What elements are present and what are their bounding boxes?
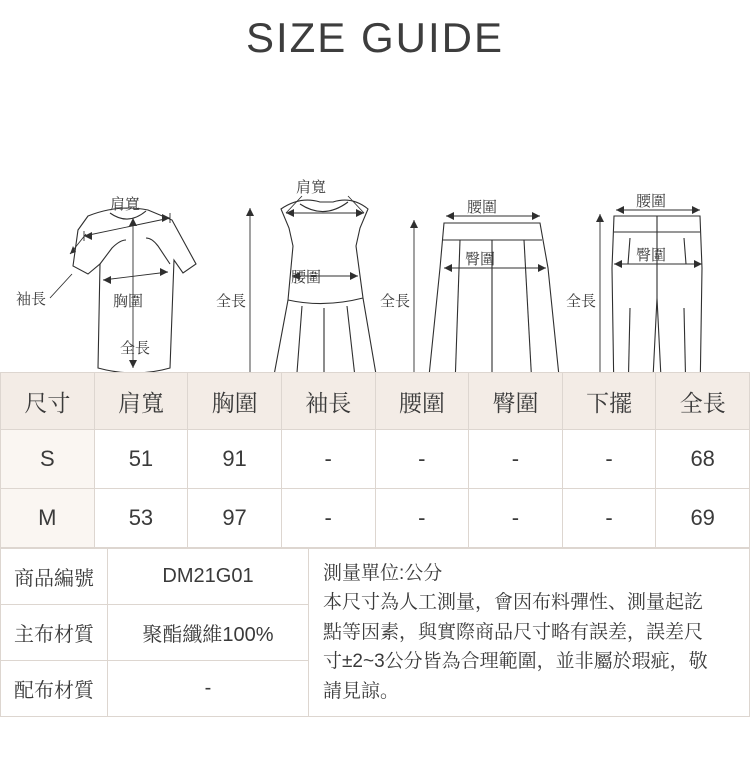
info-value: DM21G01 bbox=[108, 549, 309, 605]
size-header-cell: 尺寸 bbox=[1, 373, 95, 430]
size-header-cell: 下擺 bbox=[562, 373, 656, 430]
tables-section bbox=[0, 372, 750, 717]
label-bust-top: 胸圍 bbox=[113, 293, 144, 310]
info-value: 聚酯纖維100% bbox=[108, 605, 309, 661]
label-length-dress: 全長 bbox=[216, 293, 247, 310]
label-waist-skirt: 腰圍 bbox=[467, 199, 498, 216]
size-table-header-row bbox=[1, 373, 750, 430]
diagram-skirt bbox=[380, 199, 560, 393]
measure-shoulder-top bbox=[84, 213, 170, 241]
size-table bbox=[0, 372, 750, 548]
size-cell: 91 bbox=[188, 430, 282, 489]
page-title: SIZE GUIDE bbox=[245, 14, 505, 61]
diagram-dress bbox=[216, 179, 378, 392]
size-cell: 69 bbox=[656, 489, 750, 548]
table-row bbox=[1, 489, 750, 548]
label-length-top: 全長 bbox=[120, 340, 151, 357]
label-length-skirt: 全長 bbox=[380, 293, 411, 310]
note-line: 本尺寸為人工測量，會因布料彈性、測量起訖 bbox=[323, 592, 704, 614]
label-sleeve-top: 袖長 bbox=[16, 291, 47, 308]
size-header-cell: 袖長 bbox=[281, 373, 375, 430]
note-line: 寸±2~3公分皆為合理範圍，並非屬於瑕疵，敬 bbox=[323, 651, 708, 673]
measure-sleeve-top bbox=[70, 234, 86, 254]
label-shoulder-top: 肩寬 bbox=[110, 196, 141, 213]
table-row bbox=[1, 430, 750, 489]
measure-length-skirt bbox=[410, 220, 418, 390]
product-info-table bbox=[0, 548, 750, 717]
info-label: 主布材質 bbox=[1, 605, 108, 661]
size-cell: - bbox=[375, 430, 469, 489]
size-cell: S bbox=[1, 430, 95, 489]
label-length-pants: 全長 bbox=[566, 293, 597, 310]
size-cell: - bbox=[562, 489, 656, 548]
size-cell: 68 bbox=[656, 430, 750, 489]
size-header-cell: 肩寬 bbox=[94, 373, 188, 430]
label-waist-pants: 腰圍 bbox=[636, 193, 667, 210]
diagram-pants bbox=[566, 193, 702, 400]
size-cell: 97 bbox=[188, 489, 282, 548]
size-cell: M bbox=[1, 489, 95, 548]
note-line: 點等因素，與實際商品尺寸略有誤差，誤差尺 bbox=[323, 621, 704, 643]
size-cell: - bbox=[562, 430, 656, 489]
info-label: 商品編號 bbox=[1, 549, 108, 605]
size-cell: 53 bbox=[94, 489, 188, 548]
info-label: 配布材質 bbox=[1, 661, 108, 717]
size-cell: - bbox=[281, 430, 375, 489]
size-cell: - bbox=[281, 489, 375, 548]
size-cell: - bbox=[469, 489, 563, 548]
size-cell: - bbox=[375, 489, 469, 548]
size-header-cell: 胸圍 bbox=[188, 373, 282, 430]
size-cell: - bbox=[469, 430, 563, 489]
note-line: 測量單位:公分 bbox=[323, 563, 443, 584]
measure-length-dress bbox=[246, 208, 254, 390]
size-header-cell: 臀圍 bbox=[469, 373, 563, 430]
measure-bust-top bbox=[103, 268, 168, 284]
label-waist-dress: 腰圍 bbox=[291, 269, 322, 286]
measure-shoulder-dress bbox=[286, 196, 364, 217]
label-hip-skirt: 臀圍 bbox=[465, 251, 496, 268]
note-line: 請見諒。 bbox=[323, 680, 400, 702]
size-header-cell: 全長 bbox=[656, 373, 750, 430]
label-shoulder-dress: 肩寬 bbox=[296, 179, 327, 196]
size-cell: 51 bbox=[94, 430, 188, 489]
diagram-long-sleeve-top bbox=[16, 196, 196, 373]
info-value: - bbox=[108, 661, 309, 717]
size-header-cell: 腰圍 bbox=[375, 373, 469, 430]
measurement-note bbox=[309, 549, 750, 717]
garment-diagrams bbox=[0, 68, 750, 357]
table-row bbox=[1, 549, 750, 605]
label-hip-pants: 臀圍 bbox=[636, 247, 667, 264]
